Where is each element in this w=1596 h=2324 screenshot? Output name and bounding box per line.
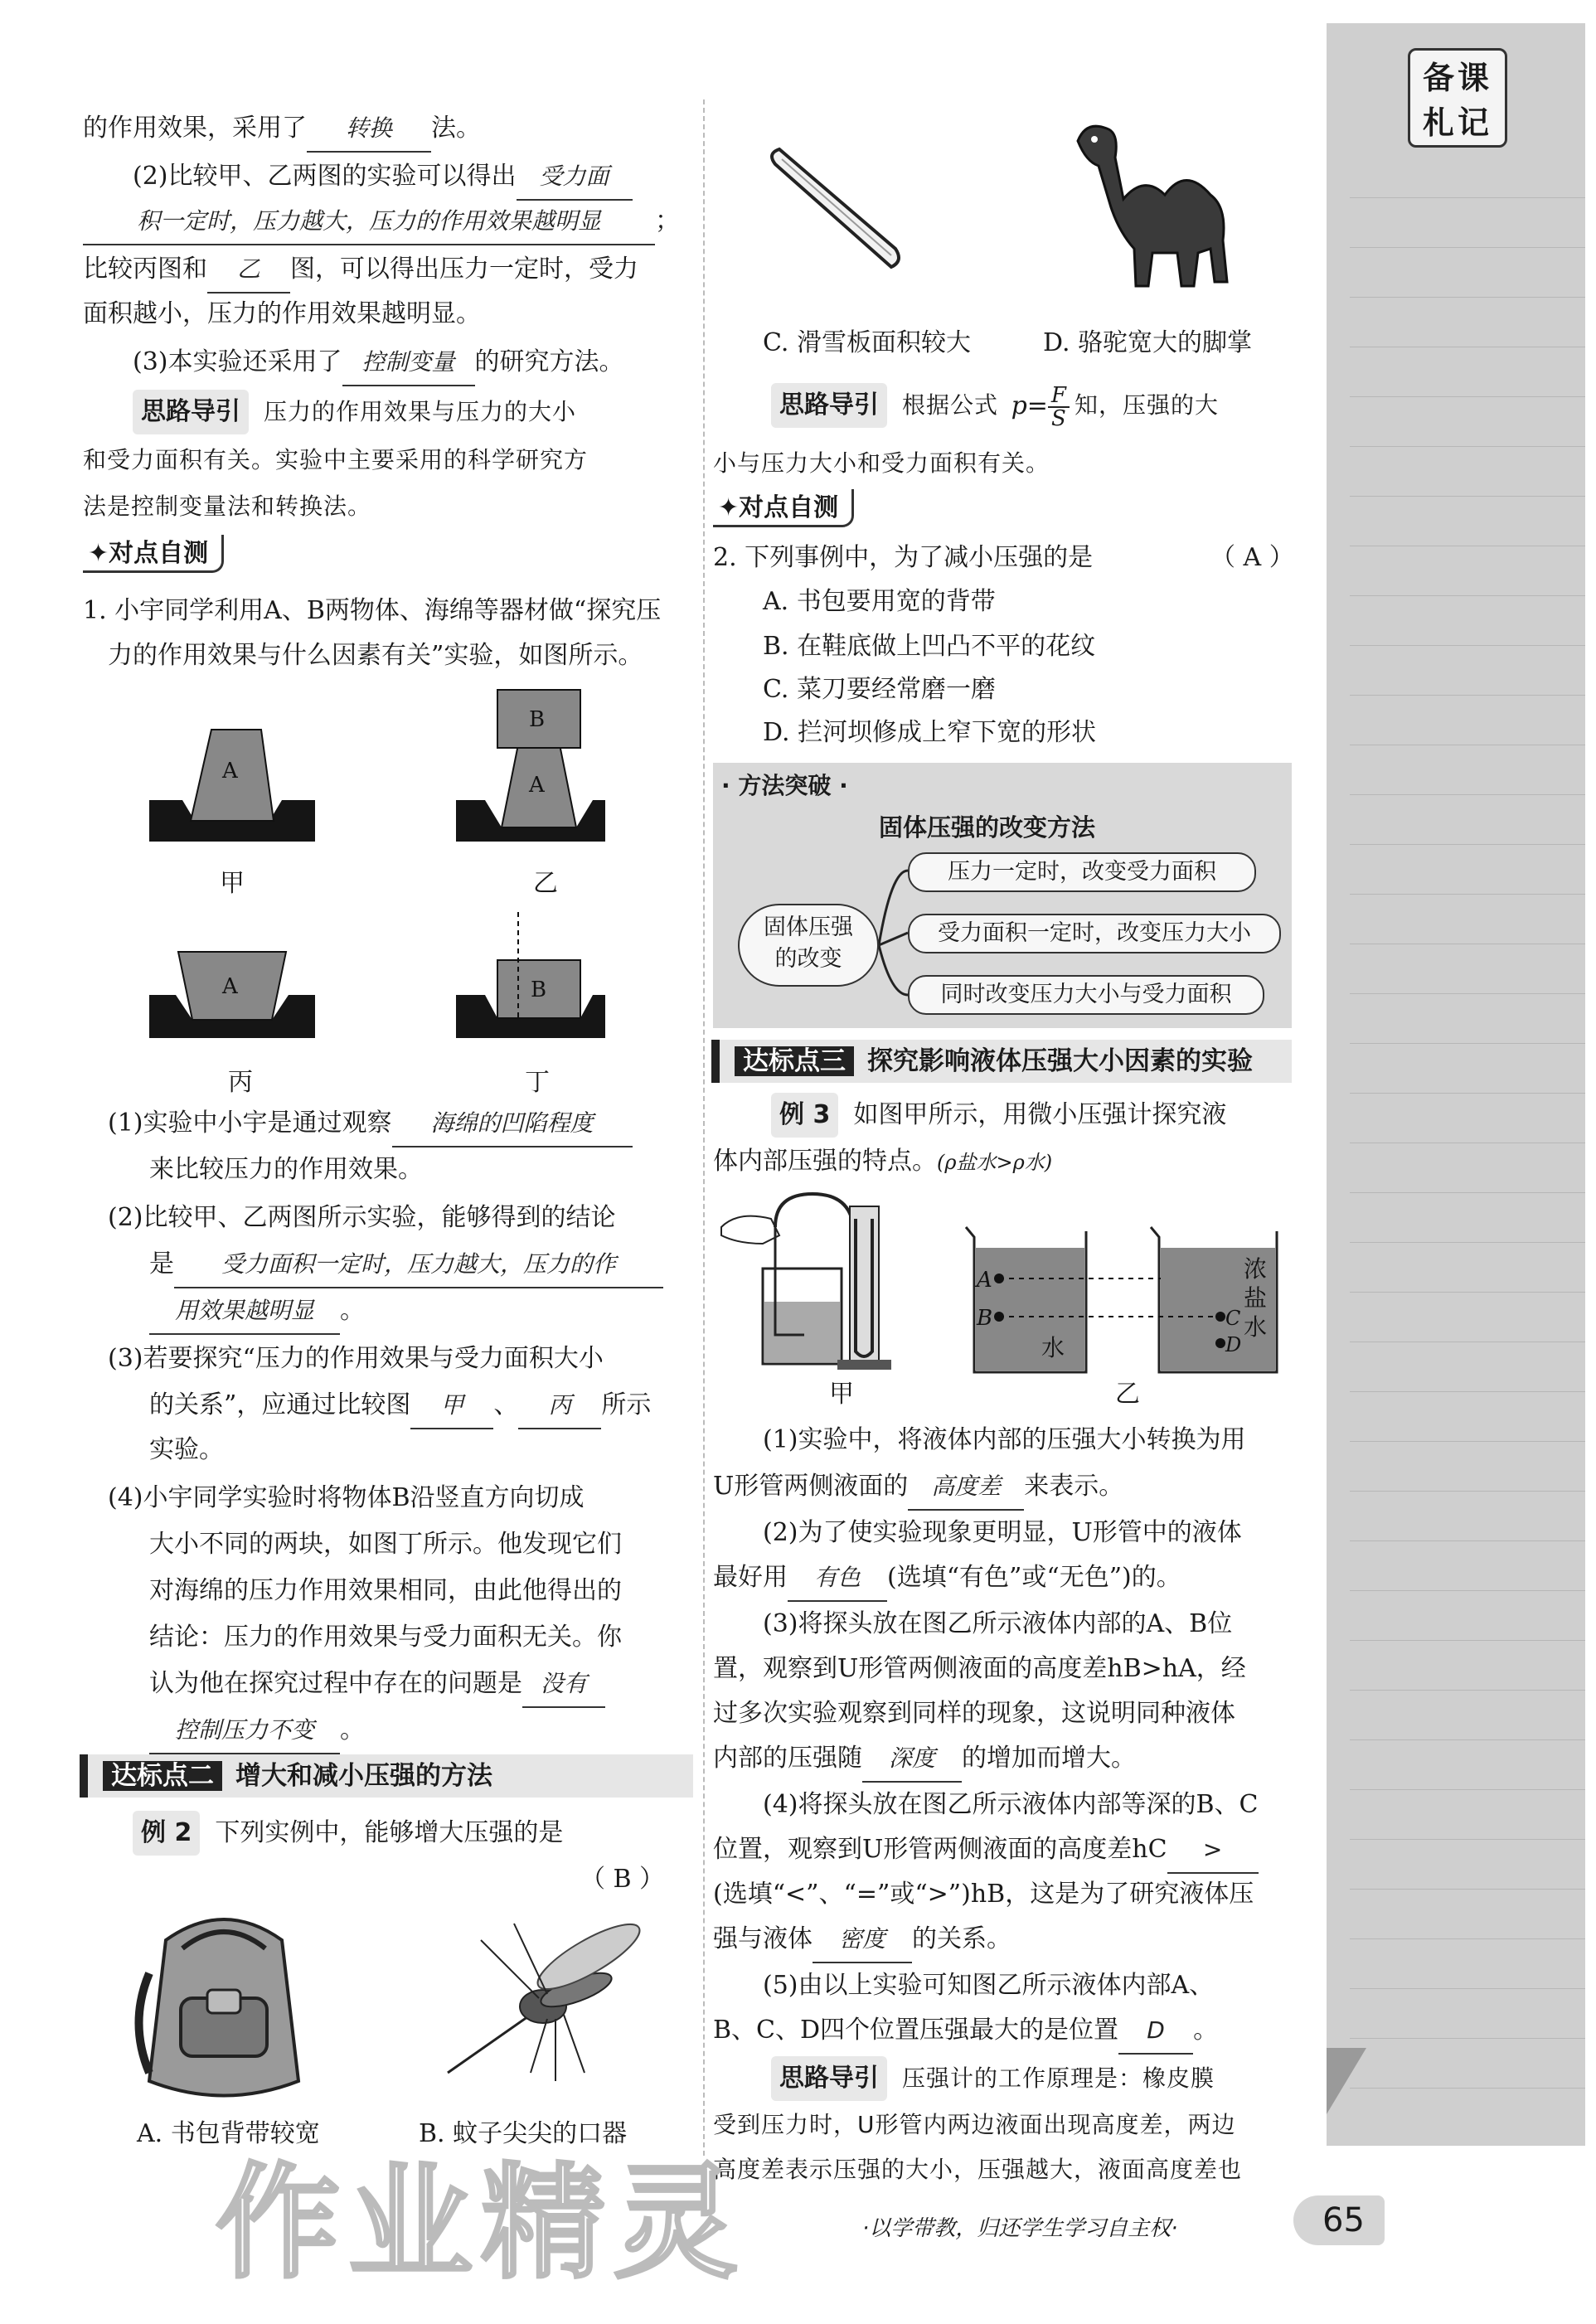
section-title: 探究影响液体压强大小因素的实验: [867, 1046, 1253, 1076]
block-a-label: A: [222, 759, 238, 784]
answer-blank: D: [1118, 2008, 1193, 2055]
answer-blank: 用效果越明显: [149, 1288, 340, 1335]
camel-illustration: [1061, 116, 1260, 307]
section-label: 达标点三: [735, 1046, 854, 1076]
point-a-label: A: [977, 1268, 992, 1293]
point-d-label: D: [1225, 1333, 1242, 1356]
brine-label-2: 盐: [1244, 1284, 1268, 1312]
q1-s3-line-1: (3)若要探究“压力的作用效果与受力面积大小: [108, 1344, 604, 1373]
answer-blank: 高度差: [908, 1464, 1024, 1511]
ex3-s3-line-3: 过多次实验观察到同样的现象，这说明同种液体: [713, 1699, 1235, 1728]
ex3-s5-line-2: B、C、D四个位置压强最大的是位置 D 。: [713, 2008, 1218, 2053]
q1-line-1: 1. 小宇同学利用A、B两物体、海绵等器材做“探究压: [83, 596, 662, 625]
svg-text:B: B: [529, 707, 546, 732]
left-line-5: 面积越小，压力的作用效果越明显。: [83, 299, 481, 328]
answer-blank: 控制压力不变: [149, 1708, 340, 1754]
fig-caption-yi: 乙: [533, 869, 558, 898]
watermark: 作业精灵: [216, 2152, 747, 2296]
section-2-heading: [80, 1754, 693, 1798]
answer-blank: 有色: [788, 1555, 887, 1602]
backpack-illustration: [124, 1907, 323, 2114]
example-2-question: 例 2 下列实例中，能够增大压强的是: [133, 1811, 563, 1856]
ex3-s4-line-4: 强与液体 密度 的关系。: [713, 1917, 1011, 1962]
example-tag: 例 2: [133, 1811, 200, 1856]
right-guide2-line-3: 高度差表示压强的大小，压强越大，液面高度差也: [713, 2156, 1243, 2183]
answer-blank: 没有: [522, 1662, 605, 1708]
left-guide-3: 法是控制变量法和转换法。: [83, 492, 372, 520]
q1-s2-line-1: (2)比较甲、乙两图所示实验，能够得到的结论: [108, 1203, 616, 1232]
q2-option-d: D. 拦河坝修成上窄下宽的形状: [763, 718, 1097, 747]
option-c: C. 滑雪板面积较大: [763, 328, 971, 357]
guide-tag: 思路导引: [771, 383, 887, 428]
section-title: 增大和减小压强的方法: [235, 1761, 492, 1791]
fig-bing: [149, 952, 315, 1038]
answer-blank: 密度: [813, 1917, 912, 1963]
example-3-line-2: 体内部压强的特点。(ρ盐水>ρ水): [713, 1147, 1053, 1176]
side-note-title: 备课札记: [1422, 60, 1492, 141]
q1-s4-line-1: (4)小宇同学实验时将物体B沿竖直方向切成: [108, 1483, 585, 1512]
ex3-s5-line-1: (5)由以上实验可知图乙所示液体内部A、: [763, 1971, 1215, 2000]
point-c-label: C: [1225, 1307, 1241, 1330]
left-line-1: 的作用效果，采用了 转换 法。: [83, 106, 481, 151]
guide-tag: 思路导引: [133, 390, 249, 434]
svg-text:B: B: [531, 978, 547, 1002]
ex3-s3-line-2: 置，观察到U形管两侧液面的高度差hB>hA，经: [713, 1654, 1246, 1683]
q1-s2-line-2: 是 受力面积一定时，压力越大，压力的作: [149, 1242, 663, 1287]
ski-board-illustration: [759, 141, 908, 282]
fig-ding: [456, 912, 605, 1038]
q2-option-c: C. 菜刀要经常磨一磨: [763, 675, 996, 704]
answer-blank: 积一定时，压力越大，压力的作用效果越明显: [83, 199, 655, 245]
left-line-3: 积一定时，压力越大，压力的作用效果越明显 ；: [83, 199, 680, 244]
side-note-title-box: [1408, 48, 1507, 148]
right-guide2-line-1: 思路导引 压强计的工作原理是：橡皮膜: [771, 2056, 1215, 2101]
ex3-s2-line-2: 最好用 有色 (选填“有色”或“无色”)的。: [713, 1555, 1181, 1600]
svg-text:A: A: [222, 974, 238, 999]
ex3-s4-line-3: (选填“<”、“=”或“>”)hB，这是为了研究液体压: [713, 1880, 1254, 1909]
water-label: 水: [1041, 1334, 1065, 1361]
left-guide-1: 思路导引 压力的作用效果与压力的大小: [133, 390, 576, 434]
left-guide-2: 和受力面积有关。实验中主要采用的科学研究方: [83, 446, 589, 473]
ex3-s1-line-2: U形管两侧液面的 高度差 来表示。: [713, 1464, 1123, 1509]
brine-label-3: 水: [1244, 1313, 1268, 1341]
method-branch-2: 受力面积一定时，改变压力大小: [908, 914, 1281, 953]
q1-line-2: 力的作用效果与什么因素有关”实验，如图所示。: [108, 641, 643, 670]
q1-s1-line-1: (1)实验中小宇是通过观察 海绵的凹陷程度: [108, 1101, 633, 1146]
fig-caption-ding: 丁: [525, 1068, 550, 1097]
fig-caption-jia: 甲: [220, 869, 245, 898]
right-guide-2: 小与压力大小和受力面积有关。: [713, 449, 1050, 477]
answer-blank: 乙: [207, 247, 290, 294]
ex3-s2-line-1: (2)为了使实验现象更明显，U形管中的液体: [763, 1518, 1242, 1547]
self-test-heading: ✦对点自测: [83, 535, 224, 573]
pressure-formula: p= $\frac{F}{S}$: [1011, 384, 1070, 429]
left-line-6: (3)本实验还采用了 控制变量 的研究方法。: [133, 340, 624, 385]
example-tag: 例 3: [771, 1093, 838, 1138]
fig-jia: [149, 730, 315, 842]
ex3-s4-line-2: 位置，观察到U形管两侧液面的高度差hC >: [713, 1827, 1259, 1872]
example-2-answer: （ B ）: [580, 1865, 665, 1894]
q2-question: 2. 下列事例中，为了减小压强的是: [713, 543, 1094, 572]
q1-s4-line-2: 大小不同的两块，如图丁所示。他发现它们: [149, 1530, 622, 1559]
fig-caption-jia-right: 甲: [829, 1380, 854, 1409]
option-b: B. 蚊子尖尖的口器: [419, 2119, 628, 2148]
q2-option-b: B. 在鞋底做上凹凸不平的花纹: [763, 632, 1096, 661]
option-a: A. 书包背带较宽: [137, 2119, 320, 2148]
ex3-s1-line-1: (1)实验中，将液体内部的压强大小转换为用: [763, 1425, 1246, 1454]
brine-label-1: 浓: [1244, 1255, 1268, 1283]
mosquito-illustration: [431, 1907, 647, 2098]
answer-blank: >: [1167, 1827, 1259, 1874]
section-label: 达标点二: [103, 1761, 222, 1791]
footer-motto: ·以学带教，归还学生学习自主权·: [862, 2216, 1178, 2241]
answer-blank: 转换: [307, 106, 431, 153]
fig-yi: [456, 690, 605, 842]
guide-tag: 思路导引: [771, 2056, 887, 2101]
left-line-4: 比较丙图和 乙 图，可以得出压力一定时，受力: [83, 247, 638, 292]
q1-s1-line-2: 来比较压力的作用效果。: [149, 1155, 423, 1184]
fig-caption-yi-right: 乙: [1115, 1380, 1140, 1409]
side-note-panel: [1327, 23, 1585, 2146]
right-guide2-line-2: 受到压力时，U形管内两边液面出现高度差，两边: [713, 2111, 1236, 2138]
page-fold-corner: [1327, 2048, 1376, 2114]
left-line-2: (2)比较甲、乙两图的实验可以得出 受力面: [133, 154, 633, 199]
answer-blank: 控制变量: [342, 340, 475, 386]
q1-s4-line-5: 认为他在探究过程中存在的问题是 没有: [149, 1662, 605, 1706]
section-3-heading: [711, 1040, 1292, 1083]
option-d: D. 骆驼宽大的脚掌: [1043, 328, 1253, 357]
q1-s3-line-3: 实验。: [149, 1435, 224, 1464]
answer-blank: 海绵的凹陷程度: [392, 1101, 633, 1147]
answer-blank: 深度: [862, 1736, 962, 1783]
method-branch-3: 同时改变压力大小与受力面积: [908, 975, 1264, 1015]
q1-s4-line-6: 控制压力不变 。: [149, 1708, 365, 1753]
q1-s3-line-2: 的关系”，应通过比较图 甲 、 丙 所示: [149, 1383, 651, 1428]
q2-option-a: A. 书包要用宽的背带: [763, 587, 996, 616]
page-number: 65: [1322, 2201, 1365, 2239]
q2-answer: （ A ）: [1210, 543, 1294, 572]
ex3-s3-line-4: 内部的压强随 深度 的增加而增大。: [713, 1736, 1136, 1781]
q1-s2-line-3: 用效果越明显 。: [149, 1288, 365, 1333]
fig-caption-bing: 丙: [228, 1068, 253, 1097]
ex3-s3-line-1: (3)将探头放在图乙所示液体内部的A、B位: [763, 1609, 1233, 1638]
pressure-gauge-figure: [713, 1186, 1293, 1385]
self-test-heading-right: ✦对点自测: [713, 489, 854, 527]
q1-s4-line-3: 对海绵的压力作用效果相同，由此他得出的: [149, 1576, 622, 1605]
diamond-icon: ✦: [88, 539, 109, 568]
answer-blank: 受力面积一定时，压力越大，压力的作: [174, 1242, 663, 1288]
point-b-label: B: [977, 1306, 993, 1331]
ex3-s4-line-1: (4)将探头放在图乙所示液体内部等深的B、C: [763, 1790, 1259, 1819]
method-root: 固体压强 的改变: [738, 904, 879, 987]
method-branch-1: 压力一定时，改变受力面积: [908, 852, 1256, 892]
diamond-icon: ✦: [718, 493, 740, 522]
example-3-line-1: 例 3 如图甲所示，用微小压强计探究液: [771, 1093, 1226, 1138]
method-title: · 方法突破 ·: [721, 772, 848, 799]
answer-blank: 受力面: [517, 154, 633, 201]
method-box: [713, 763, 1292, 1028]
svg-text:A: A: [529, 773, 545, 798]
answer-blank: 丙: [518, 1383, 601, 1429]
method-head: 固体压强的改变方法: [879, 813, 1096, 842]
right-guide-1: 思路导引 根据公式 p= $\frac{F}{S}$ 知，压强的大: [771, 383, 1219, 428]
q1-s4-line-4: 结论：压力的作用效果与受力面积无关。你: [149, 1623, 622, 1652]
column-divider: [703, 99, 705, 2156]
answer-blank: 甲: [410, 1383, 493, 1429]
